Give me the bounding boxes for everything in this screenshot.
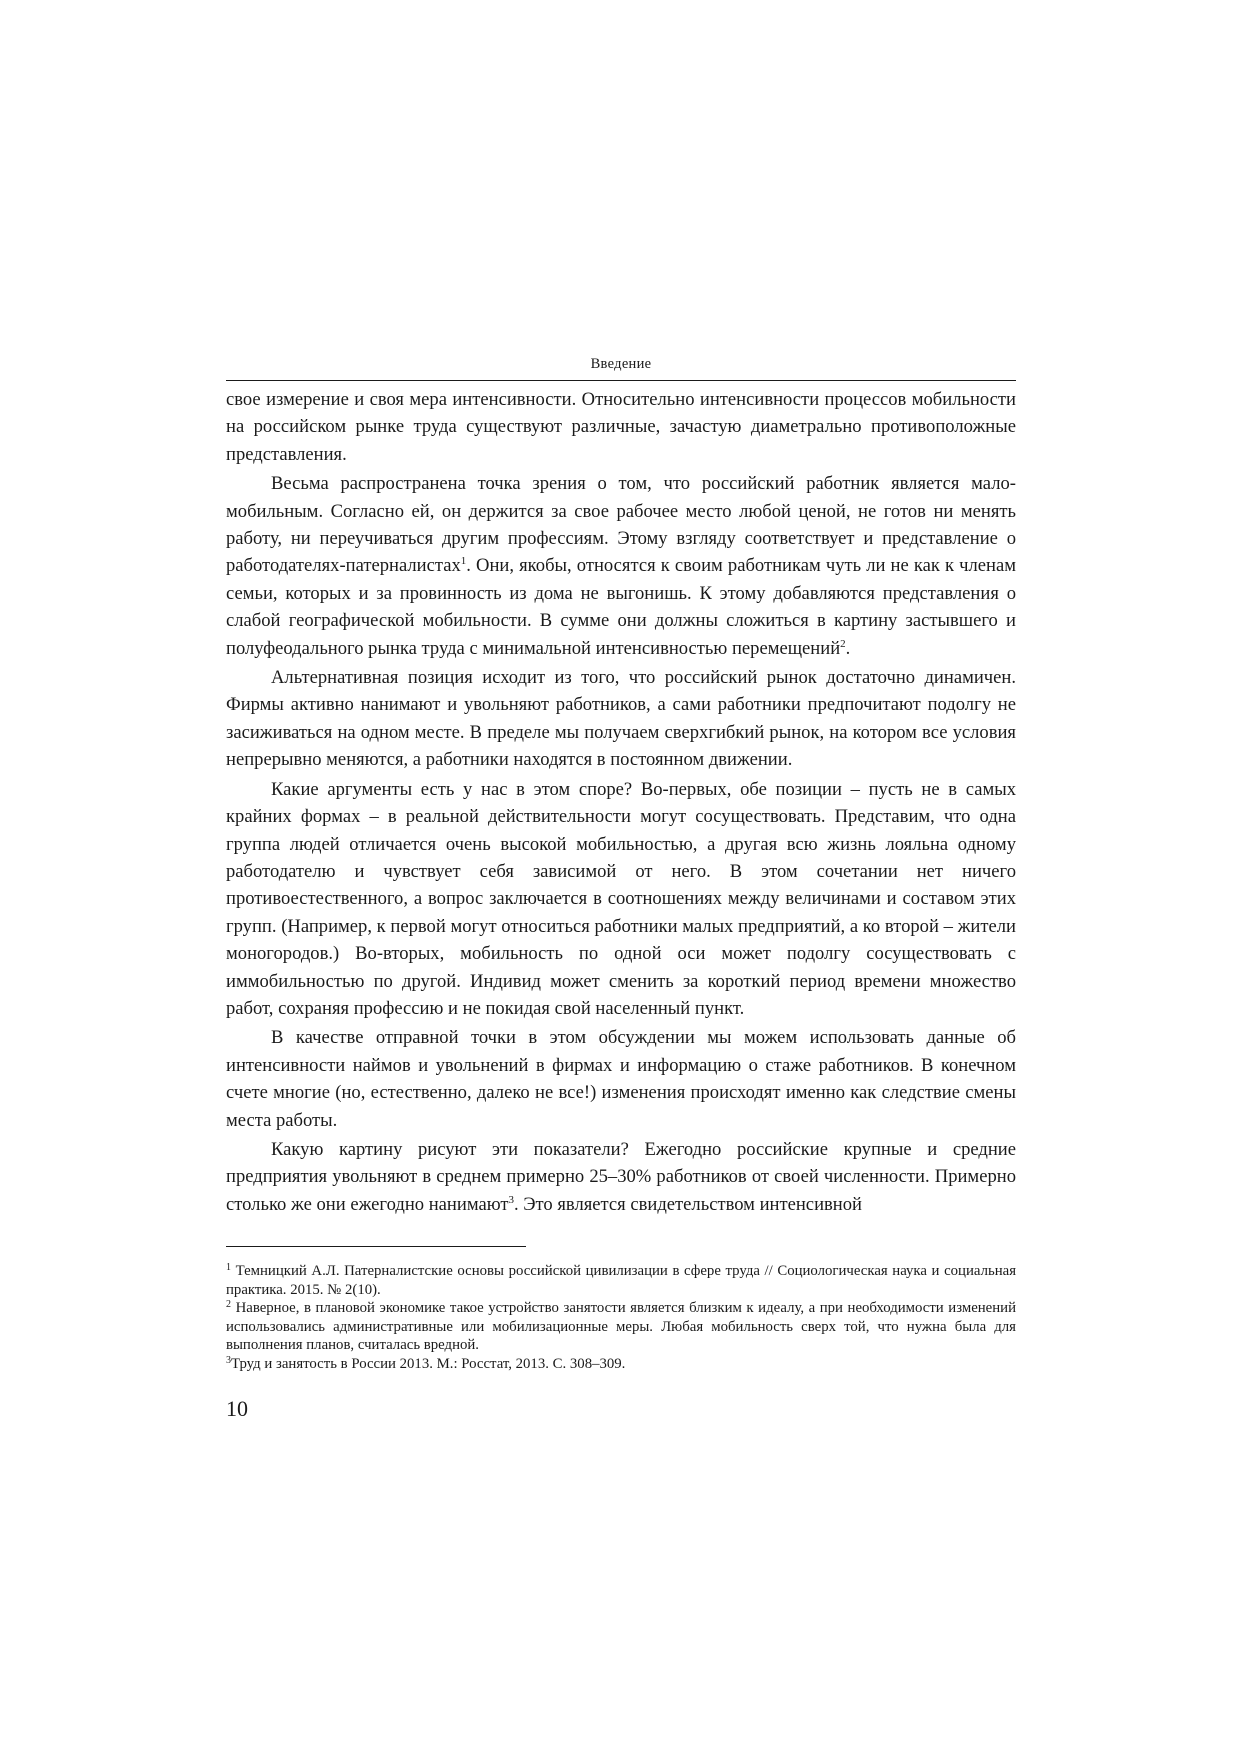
header-rule xyxy=(226,380,1016,381)
footnote-2-text: Наверное, в плановой экономике такое устройство занятости является близким к идеалу, а при необходимости изменений использовались административные или мобилизационные меры. Любая мобильность сверх той, что нужна была для выполнения планов, считалась вредной. xyxy=(226,1300,1017,1354)
footnote-3 xyxy=(226,1355,1016,1374)
footnote-2-number: 2 xyxy=(226,1299,231,1311)
paragraph-2-text-part-2: . Они, якобы, относятся к своим работникам чуть ли не как к членам семьи, которых и за провинность из дома не выгонишь. К этому добавляются представления о слабой географической мобильности. В сумме они должны сложиться в картину застывшего и полуфеодального рынка труда с минимальной интенсивностью перемещений xyxy=(226,555,1016,659)
footnotes xyxy=(226,1262,1016,1374)
footnote-1 xyxy=(226,1262,1016,1299)
paragraph-1-text: свое измерение и своя мера интенсивности. Относительно интенсивности процессов мобильности на российском рынке труда существуют различные, зачастую диаметрально противоположные представления. xyxy=(226,389,1016,465)
paragraph-2 xyxy=(226,470,1016,662)
footnote-3-number: 3 xyxy=(226,1354,231,1366)
footnote-1-text: Темницкий А.Л. Патерналистские основы российской цивилизации в сфере труда // Социологическая наука и социальная практика. 2015. № 2(10). xyxy=(226,1263,1016,1298)
footnote-rule xyxy=(226,1246,526,1247)
document-page xyxy=(226,0,1016,1755)
paragraph-4-text: Какие аргументы есть у нас в этом споре? Во-первых, обе позиции – пусть не в самых крайних формах – в реальной действительности могут сосуществовать. Представим, что одна группа людей отличается очень высокой мобильностью, а другая всю жизнь лояльна одному работодателю и чувствует себя зависимой от него. В этом сочетании нет ничего противоестественного, а вопрос заключается в соотношениях между величинами и составом этих групп. (Например, к первой могут относиться работники малых предприятий, а ко второй – жители моногородов.) Во-вторых, мобильность по одной оси может подолгу сосуществовать с иммобильностью по другой. Индивид может сменить за короткий период времени множество работ, сохраняя профессию и не покидая свой населенный пункт. xyxy=(226,778,1016,1019)
footnote-ref-3[interactable]: 3 xyxy=(508,1193,514,1206)
footnote-1-number: 1 xyxy=(226,1262,231,1273)
paragraph-5-text: В качестве отправной точки в этом обсуждении мы можем использовать данные об интенсивности наймов и увольнений в фирмах и информацию о стаже работников. В конечном счете многие (но, естественно, далеко не все!) изменения происходят именно как следствие смены места работы. xyxy=(226,1027,1016,1131)
paragraph-5 xyxy=(226,1024,1016,1134)
footnote-ref-1[interactable]: 1 xyxy=(460,555,467,568)
running-header: Введение xyxy=(590,356,652,372)
paragraph-6 xyxy=(226,1136,1016,1218)
footnote-3-text: Труд и занятость в России 2013. М.: Росстат, 2013. С. 308–309. xyxy=(231,1355,626,1372)
paragraph-4 xyxy=(226,776,1016,1023)
paragraph-1 xyxy=(226,386,1016,468)
paragraph-3-text: Альтернативная позиция исходит из того, что российский рынок достаточно динамичен. Фирмы активно нанимают и увольняют работников, а сами работники предпочитают подолгу не засиживаться на одном месте. В пределе мы получаем сверхгибкий рынок, на котором все условия непрерывно меняются, а работники находятся в постоянном движении. xyxy=(226,667,1016,771)
footnote-2 xyxy=(226,1299,1016,1355)
paragraph-3 xyxy=(226,664,1016,774)
paragraph-6-text-part-2: . Это является свидетельством интенсивной xyxy=(513,1193,862,1215)
footnote-ref-2[interactable]: 2 xyxy=(840,637,846,650)
page-number: 10 xyxy=(226,1396,248,1421)
body-text xyxy=(226,386,1016,1220)
paragraph-2-text-part-3: . xyxy=(845,637,851,659)
paragraph-2-text-part-1: Весьма распространена точка зрения о том, что российский работник является маломобильным. Согласно ей, он держится за свое рабочее место любой ценой, не готов ни менять работу, ни переучиваться другим профессиям. Этому взгляду соответствует и представление о работодателях-патерналистах xyxy=(226,473,1016,577)
paragraph-6-text-part-1: Какую картину рисуют эти показатели? Ежегодно российские крупные и средние предприятия увольняют в среднем примерно 25–30% работников от своей численности. Примерно столько же они ежегодно нанимают xyxy=(226,1138,1016,1215)
